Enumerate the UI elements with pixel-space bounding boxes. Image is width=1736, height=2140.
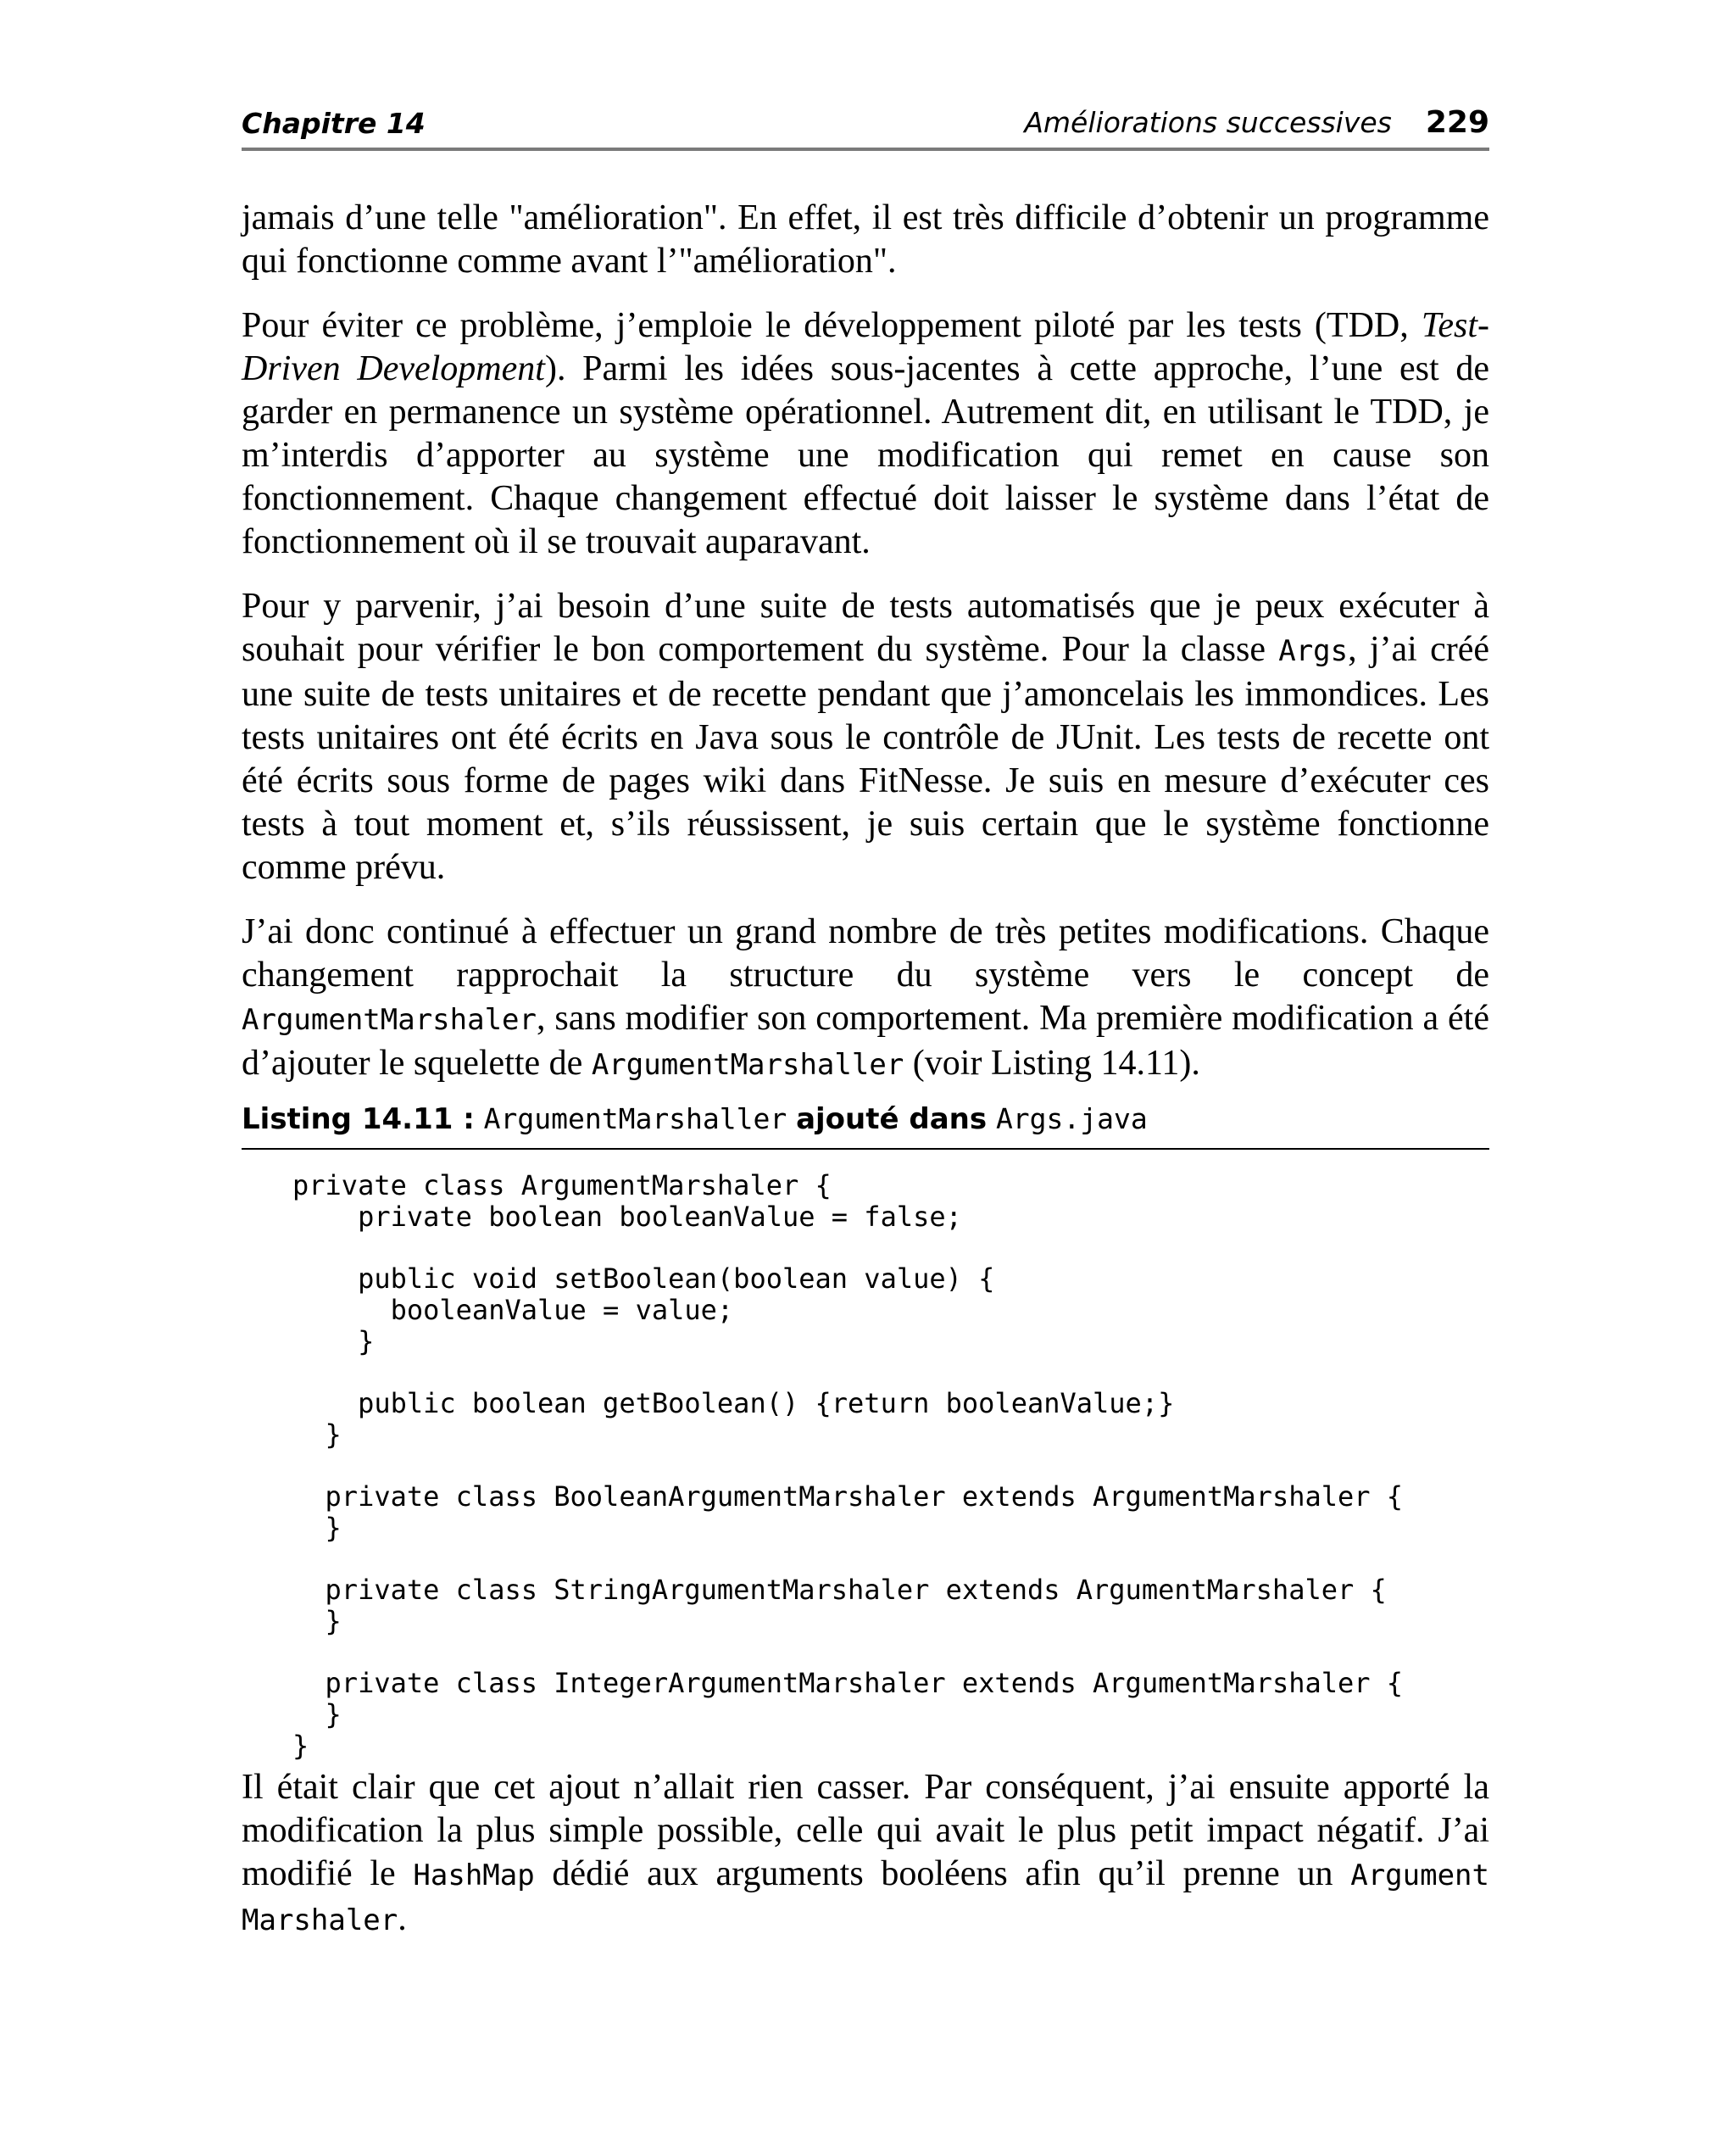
code-line: private class ArgumentMarshaler { — [292, 1169, 832, 1201]
paragraph-4-text-c: (voir Listing 14.11). — [904, 1044, 1200, 1083]
code-line: } — [292, 1697, 342, 1730]
paragraph-3-text-a: Pour y parvenir, j’ai besoin d’une suite de tests automatisés que je peux exécuter à souhait pour vérifier le bon comportement du système. Pour la classe — [242, 587, 1489, 669]
paragraph-4-text-a: J’ai donc continué à effectuer un grand nombre de très petites modifications. Chaque changement rapprochait la structure du système vers le concept de — [242, 912, 1489, 995]
paragraph-3 — [242, 585, 1489, 889]
paragraph-5-text-c: . — [398, 1899, 407, 1939]
book-page — [242, 100, 1489, 1964]
header-right — [1024, 105, 1489, 140]
code-line: private boolean booleanValue = false; — [292, 1200, 962, 1233]
paragraph-2 — [242, 304, 1489, 564]
listing-caption — [242, 1099, 1489, 1150]
code-line: booleanValue = value; — [292, 1293, 734, 1326]
paragraph-2-text-a: Pour éviter ce problème, j’emploie le développement piloté par les tests (TDD, — [242, 306, 1422, 345]
code-line — [292, 1357, 1489, 1388]
paragraph-3-text-b: , j’ai créé une suite de tests unitaires et de recette pendant que j’amoncelais les immondices. Les tests unitaires ont été écrits en Java sous le contrôle de JUnit. Les tests de recette ont été écrits sous forme de pages wiki dans FitNesse. Je suis en mesure d’exécuter ces tests à tout moment et, s’ils réussissent, je suis certain que le système fonctionne comme prévu. — [242, 630, 1489, 887]
listing-middle: ajouté dans — [796, 1102, 988, 1136]
code-line: } — [292, 1324, 375, 1357]
code-line: private class StringArgumentMarshaler extends ArgumentMarshaler { — [292, 1574, 1387, 1607]
code-line: private class BooleanArgumentMarshaler extends ArgumentMarshaler { — [292, 1480, 1404, 1513]
code-line — [292, 1450, 1489, 1481]
code-line — [292, 1637, 1489, 1669]
listing-code-name: ArgumentMarshaller — [483, 1102, 787, 1135]
inline-code-argumentmarshaler: ArgumentMarshaler — [242, 1003, 537, 1037]
running-header — [242, 100, 1489, 151]
paragraph-2-emphasis: Test-Driven Development — [242, 306, 1489, 388]
inline-code-argumentmarshaller: ArgumentMarshaller — [591, 1048, 904, 1082]
code-line: public boolean getBoolean() {return booleanValue;} — [292, 1386, 1175, 1419]
section-title: Améliorations successives — [1024, 106, 1392, 139]
code-line — [292, 1232, 1489, 1263]
page-number: 229 — [1425, 105, 1489, 140]
paragraph-2-text-b: ). Parmi les idées sous-jacentes à cette approche, l’une est de garder en permanence un système opérationnel. Autrement dit, en utilisant le TDD, je m’interdis d’apporter au système une modification qui remet en cause son fonctionnement. Chaque changement effectué doit laisser le système dans l’état de fonctionnement où il se trouvait auparavant. — [242, 349, 1489, 561]
code-line: } — [292, 1511, 342, 1544]
paragraph-5-text-b: dédié aux arguments booléens afin qu’il prenne un — [534, 1854, 1351, 1894]
listing-file: Args.java — [995, 1102, 1148, 1135]
body-text — [242, 197, 1489, 1087]
paragraph-4 — [242, 911, 1489, 1087]
code-line: } — [292, 1729, 309, 1762]
body-text-after-listing — [242, 1766, 1489, 1942]
listing-label: Listing 14.11 : — [242, 1102, 475, 1136]
code-line: } — [292, 1604, 342, 1637]
paragraph-1: jamais d’une telle "amélioration". En effet, il est très difficile d’obtenir un programme qui fonctionne comme avant l’"amélioration". — [242, 198, 1489, 281]
inline-code-args: Args — [1278, 634, 1349, 668]
code-line: public void setBoolean(boolean value) { — [292, 1262, 995, 1296]
paragraph-4-text-b: , sans modifier son comportement. Ma première modification a été d’ajouter le squelette de — [242, 999, 1489, 1083]
code-listing — [242, 1150, 1489, 1761]
paragraph-5 — [242, 1766, 1489, 1942]
code-line: private class IntegerArgumentMarshaler extends ArgumentMarshaler { — [292, 1667, 1404, 1700]
paragraph-5-text-a: Il était clair que cet ajout n’allait rien casser. Par conséquent, j’ai ensuite apporté la modification la plus simple possible, celle qui avait le plus petit impact négatif. J’ai modifié le — [242, 1768, 1489, 1894]
code-line: } — [292, 1418, 342, 1451]
inline-code-argument-marshaler: Argument Marshaler — [242, 1859, 1489, 1938]
code-line — [292, 1543, 1489, 1574]
inline-code-hashmap: HashMap — [413, 1859, 535, 1893]
chapter-label: Chapitre 14 — [242, 107, 426, 140]
